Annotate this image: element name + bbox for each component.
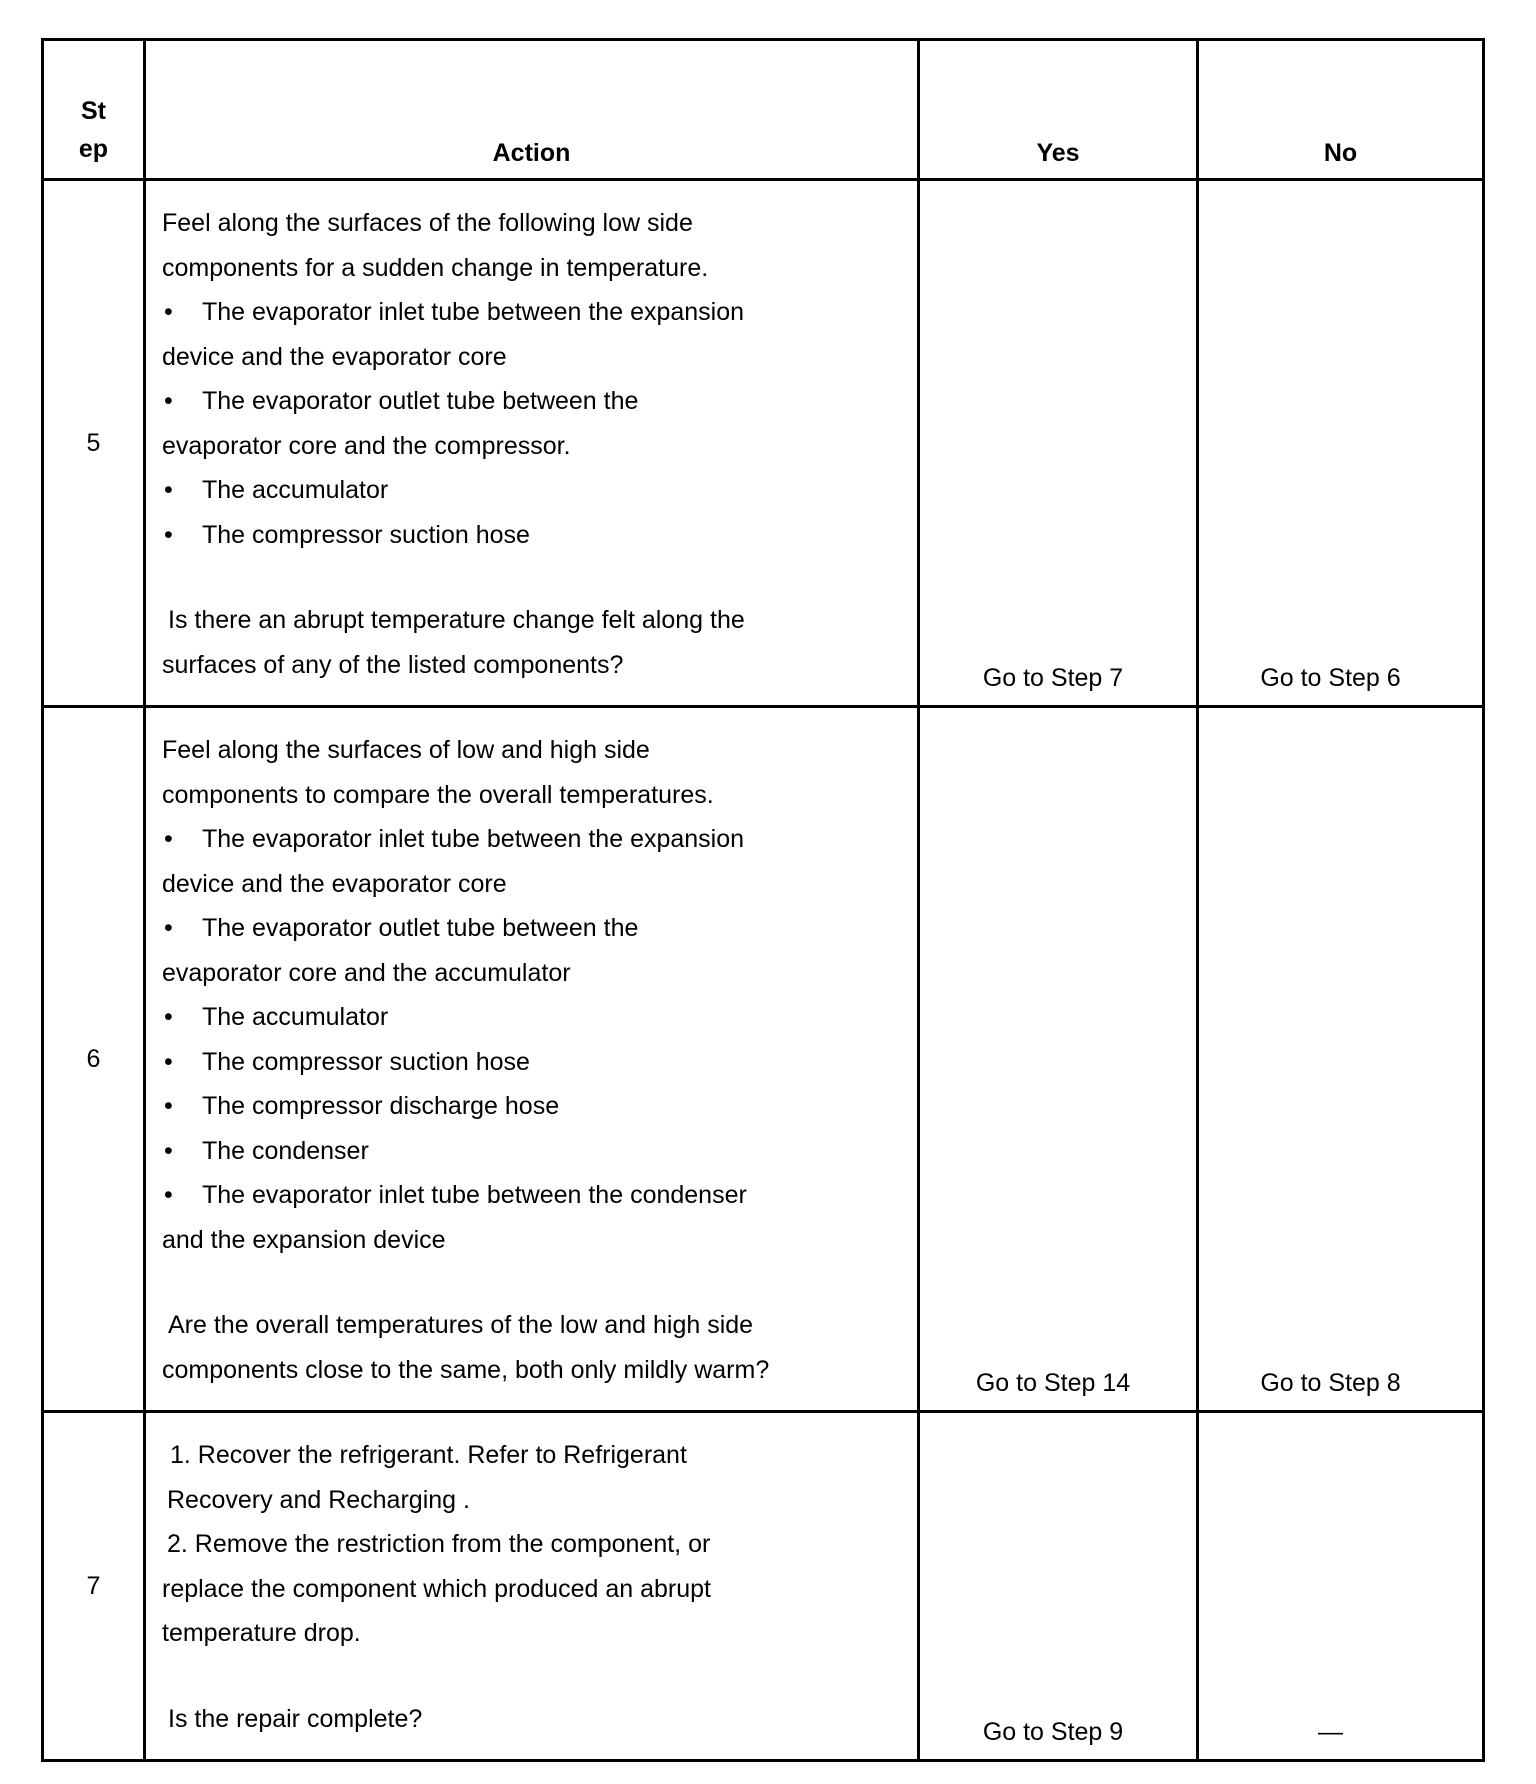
bullet-item bbox=[162, 817, 903, 862]
action-question-line: Is there an abrupt temperature change felt along the bbox=[168, 606, 745, 634]
numbered-step-continuation: temperature drop. bbox=[162, 1619, 361, 1647]
action-question-line: components close to the same, both only mildly warm? bbox=[162, 1355, 770, 1384]
bullet-item bbox=[162, 468, 903, 513]
bullet-continuation: device and the evaporator core bbox=[162, 342, 507, 371]
action-intro-line: components to compare the overall temperatures. bbox=[162, 780, 714, 809]
yes-result: Go to Step 7 bbox=[919, 180, 1198, 707]
bullet-icon: • bbox=[164, 387, 173, 415]
header-step-line2: ep bbox=[78, 135, 109, 163]
bullet-text: The compressor suction hose bbox=[202, 520, 530, 549]
header-step-line1: St bbox=[81, 97, 106, 125]
bullet-icon: • bbox=[164, 1092, 173, 1120]
no-result: Go to Step 6 bbox=[1198, 180, 1484, 707]
step-number: 7 bbox=[43, 1412, 145, 1761]
bullet-icon: • bbox=[164, 1047, 173, 1076]
numbered-step: 2. Remove the restriction from the component, or bbox=[167, 1530, 711, 1558]
bullet-continuation: and the expansion device bbox=[162, 1225, 446, 1254]
bullet-text: The evaporator inlet tube between the expansion bbox=[202, 298, 745, 326]
table-header-row bbox=[43, 40, 1484, 180]
bullet-item bbox=[162, 1040, 903, 1085]
action-intro-line: Feel along the surfaces of the following low side bbox=[162, 209, 693, 237]
bullet-item bbox=[162, 1173, 903, 1218]
bullet-icon: • bbox=[164, 298, 173, 326]
header-action: Action bbox=[145, 40, 919, 180]
bullet-item bbox=[162, 290, 903, 335]
diagnostic-table bbox=[41, 38, 1485, 1762]
bullet-continuation: evaporator core and the accumulator bbox=[162, 958, 571, 987]
numbered-step-continuation: Recovery and Recharging . bbox=[167, 1485, 470, 1514]
bullet-text: The accumulator bbox=[202, 1003, 389, 1031]
bullet-icon: • bbox=[164, 520, 173, 549]
bullet-item bbox=[162, 379, 903, 424]
bullet-text: The evaporator outlet tube between the bbox=[202, 914, 639, 942]
action-cell bbox=[145, 707, 919, 1412]
bullet-continuation: evaporator core and the compressor. bbox=[162, 431, 571, 460]
bullet-item bbox=[162, 513, 903, 558]
bullet-text: The accumulator bbox=[202, 476, 389, 504]
header-step bbox=[43, 40, 145, 180]
action-intro-line: components for a sudden change in temperature. bbox=[162, 253, 709, 282]
bullet-text: The condenser bbox=[202, 1136, 369, 1165]
bullet-icon: • bbox=[164, 1003, 173, 1031]
bullet-item bbox=[162, 1129, 903, 1174]
action-question-line: Are the overall temperatures of the low and high side bbox=[168, 1311, 754, 1339]
bullet-item bbox=[162, 906, 903, 951]
bullet-continuation: device and the evaporator core bbox=[162, 869, 507, 898]
table-row-step-6 bbox=[43, 707, 1484, 1412]
no-result: Go to Step 8 bbox=[1198, 707, 1484, 1412]
bullet-icon: • bbox=[164, 825, 173, 853]
action-cell bbox=[145, 180, 919, 707]
header-yes: Yes bbox=[919, 40, 1198, 180]
bullet-text: The evaporator inlet tube between the expansion bbox=[202, 825, 745, 853]
bullet-icon: • bbox=[164, 476, 173, 504]
yes-result: Go to Step 9 bbox=[919, 1412, 1198, 1761]
table-row-step-5 bbox=[43, 180, 1484, 707]
step-number: 6 bbox=[43, 707, 145, 1412]
action-question-line: surfaces of any of the listed components? bbox=[162, 650, 624, 679]
step-number: 5 bbox=[43, 180, 145, 707]
bullet-icon: • bbox=[164, 914, 173, 942]
bullet-text: The evaporator outlet tube between the bbox=[202, 387, 639, 415]
bullet-text: The compressor discharge hose bbox=[202, 1092, 560, 1120]
bullet-item bbox=[162, 1084, 903, 1129]
bullet-text: The compressor suction hose bbox=[202, 1047, 530, 1076]
bullet-text: The evaporator inlet tube between the condenser bbox=[202, 1181, 747, 1209]
header-no: No bbox=[1198, 40, 1484, 180]
numbered-step: 1. Recover the refrigerant. Refer to Refrigerant bbox=[170, 1441, 687, 1469]
bullet-icon: • bbox=[164, 1136, 173, 1165]
numbered-step-continuation: replace the component which produced an abrupt bbox=[162, 1574, 711, 1603]
table-row-step-7 bbox=[43, 1412, 1484, 1761]
no-result: — bbox=[1198, 1412, 1484, 1761]
action-cell bbox=[145, 1412, 919, 1761]
bullet-item bbox=[162, 995, 903, 1040]
action-intro-line: Feel along the surfaces of low and high side bbox=[162, 736, 650, 764]
yes-result: Go to Step 14 bbox=[919, 707, 1198, 1412]
bullet-icon: • bbox=[164, 1181, 173, 1209]
action-question-line: Is the repair complete? bbox=[168, 1704, 423, 1733]
